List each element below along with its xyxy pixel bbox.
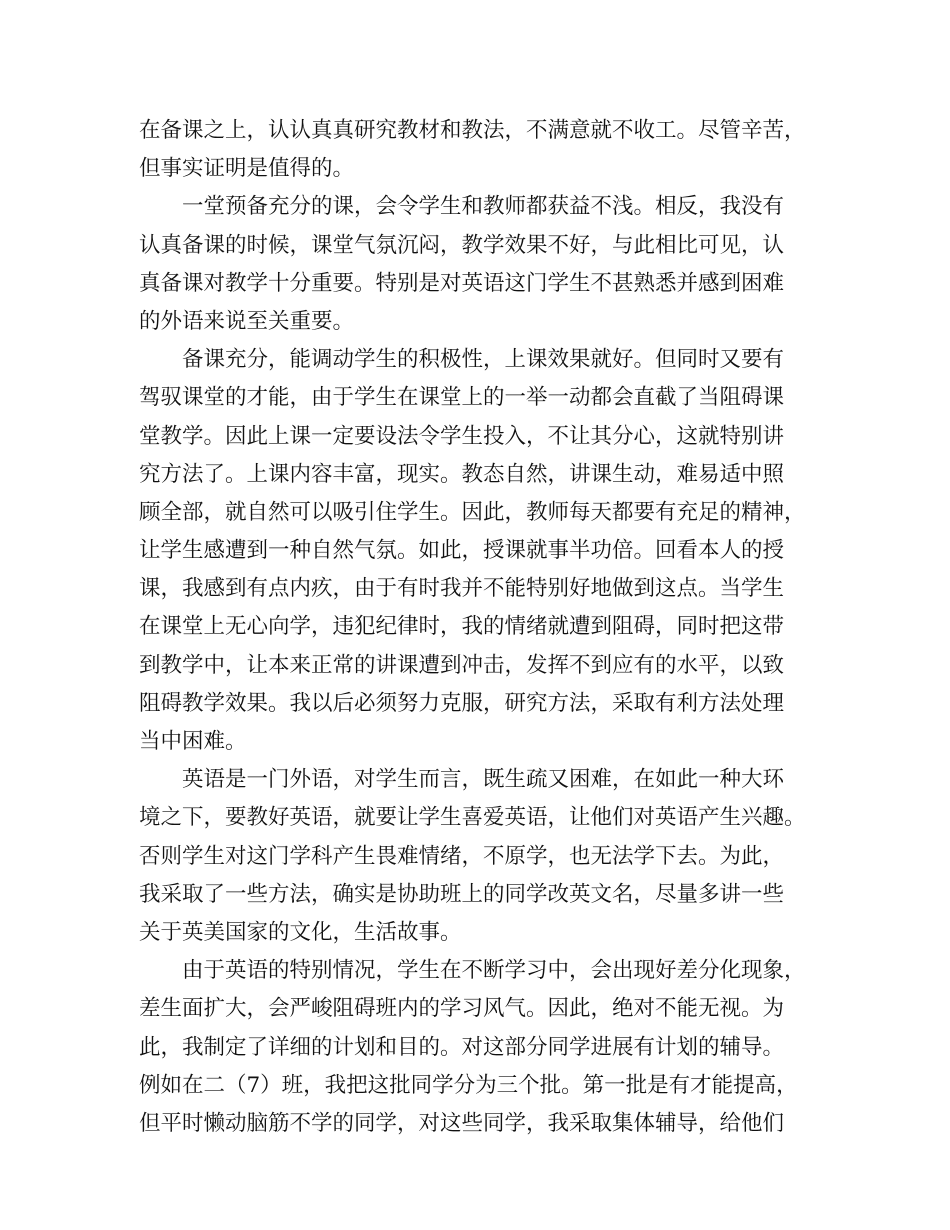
text-line: 到教学中，让本来正常的讲课遭到冲击，发挥不到应有的水平，以致 bbox=[139, 652, 785, 678]
text-line: 我采取了一些方法，确实是协助班上的同学改英文名，尽量多讲一些 bbox=[139, 881, 785, 907]
text-line: 但事实证明是值得的。 bbox=[139, 156, 355, 182]
document-body bbox=[139, 112, 829, 1143]
text-line: 否则学生对这门学科产生畏难情绪，不原学，也无法学下去。为此， bbox=[139, 843, 785, 869]
paragraph-first-line: 一堂预备充分的课，会令学生和教师都获益不浅。相反，我没有 bbox=[182, 194, 785, 220]
text-line: 真备课对教学十分重要。特别是对英语这门学生不甚熟悉并感到困难 bbox=[139, 270, 785, 296]
text-line: 究方法了。上课内容丰富，现实。教态自然，讲课生动，难易适中照 bbox=[139, 461, 785, 487]
paragraph-first-line: 英语是一门外语，对学生而言，既生疏又困难，在如此一种大环 bbox=[182, 767, 785, 793]
text-line: 课，我感到有点内疚，由于有时我并不能特别好地做到这点。当学生 bbox=[139, 576, 785, 602]
text-line: 但平时懒动脑筋不学的同学，对这些同学，我采取集体辅导，给他们 bbox=[139, 1110, 785, 1136]
text-line: 堂教学。因此上课一定要设法令学生投入，不让其分心，这就特别讲 bbox=[139, 423, 785, 449]
paragraph-first-line: 由于英语的特别情况，学生在不断学习中，会出现好差分化现象， bbox=[182, 958, 806, 984]
text-line: 驾驭课堂的才能，由于学生在课堂上的一举一动都会直截了当阻碍课 bbox=[139, 385, 785, 411]
text-line: 例如在二（7）班，我把这批同学分为三个批。第一批是有才能提高， bbox=[139, 1072, 798, 1098]
text-line: 此，我制定了详细的计划和目的。对这部分同学进展有计划的辅导。 bbox=[139, 1034, 785, 1060]
text-line: 认真备课的时候，课堂气氛沉闷，教学效果不好，与此相比可见，认 bbox=[139, 232, 785, 258]
paragraph-first-line: 备课充分，能调动学生的积极性，上课效果就好。但同时又要有 bbox=[182, 347, 785, 373]
text-line: 让学生感遭到一种自然气氛。如此，授课就事半功倍。回看本人的授 bbox=[139, 538, 785, 564]
text-line: 在备课之上，认认真真研究教材和教法，不满意就不收工。尽管辛苦， bbox=[139, 118, 806, 143]
text-line: 关于英美国家的文化，生活故事。 bbox=[139, 919, 462, 945]
text-line: 境之下，要教好英语，就要让学生喜爱英语，让他们对英语产生兴趣。 bbox=[139, 805, 806, 831]
text-line: 的外语来说至关重要。 bbox=[139, 308, 355, 334]
text-line: 差生面扩大，会严峻阻碍班内的学习风气。因此，绝对不能无视。为 bbox=[139, 996, 785, 1022]
text-line: 阻碍教学效果。我以后必须努力克服，研究方法，采取有利方法处理 bbox=[139, 690, 785, 716]
text-line: 当中困难。 bbox=[139, 729, 247, 754]
text-line: 在课堂上无心向学，违犯纪律时，我的情绪就遭到阻碍，同时把这带 bbox=[139, 614, 785, 640]
text-line: 顾全部，就自然可以吸引住学生。因此，教师每天都要有充足的精神， bbox=[139, 499, 806, 525]
